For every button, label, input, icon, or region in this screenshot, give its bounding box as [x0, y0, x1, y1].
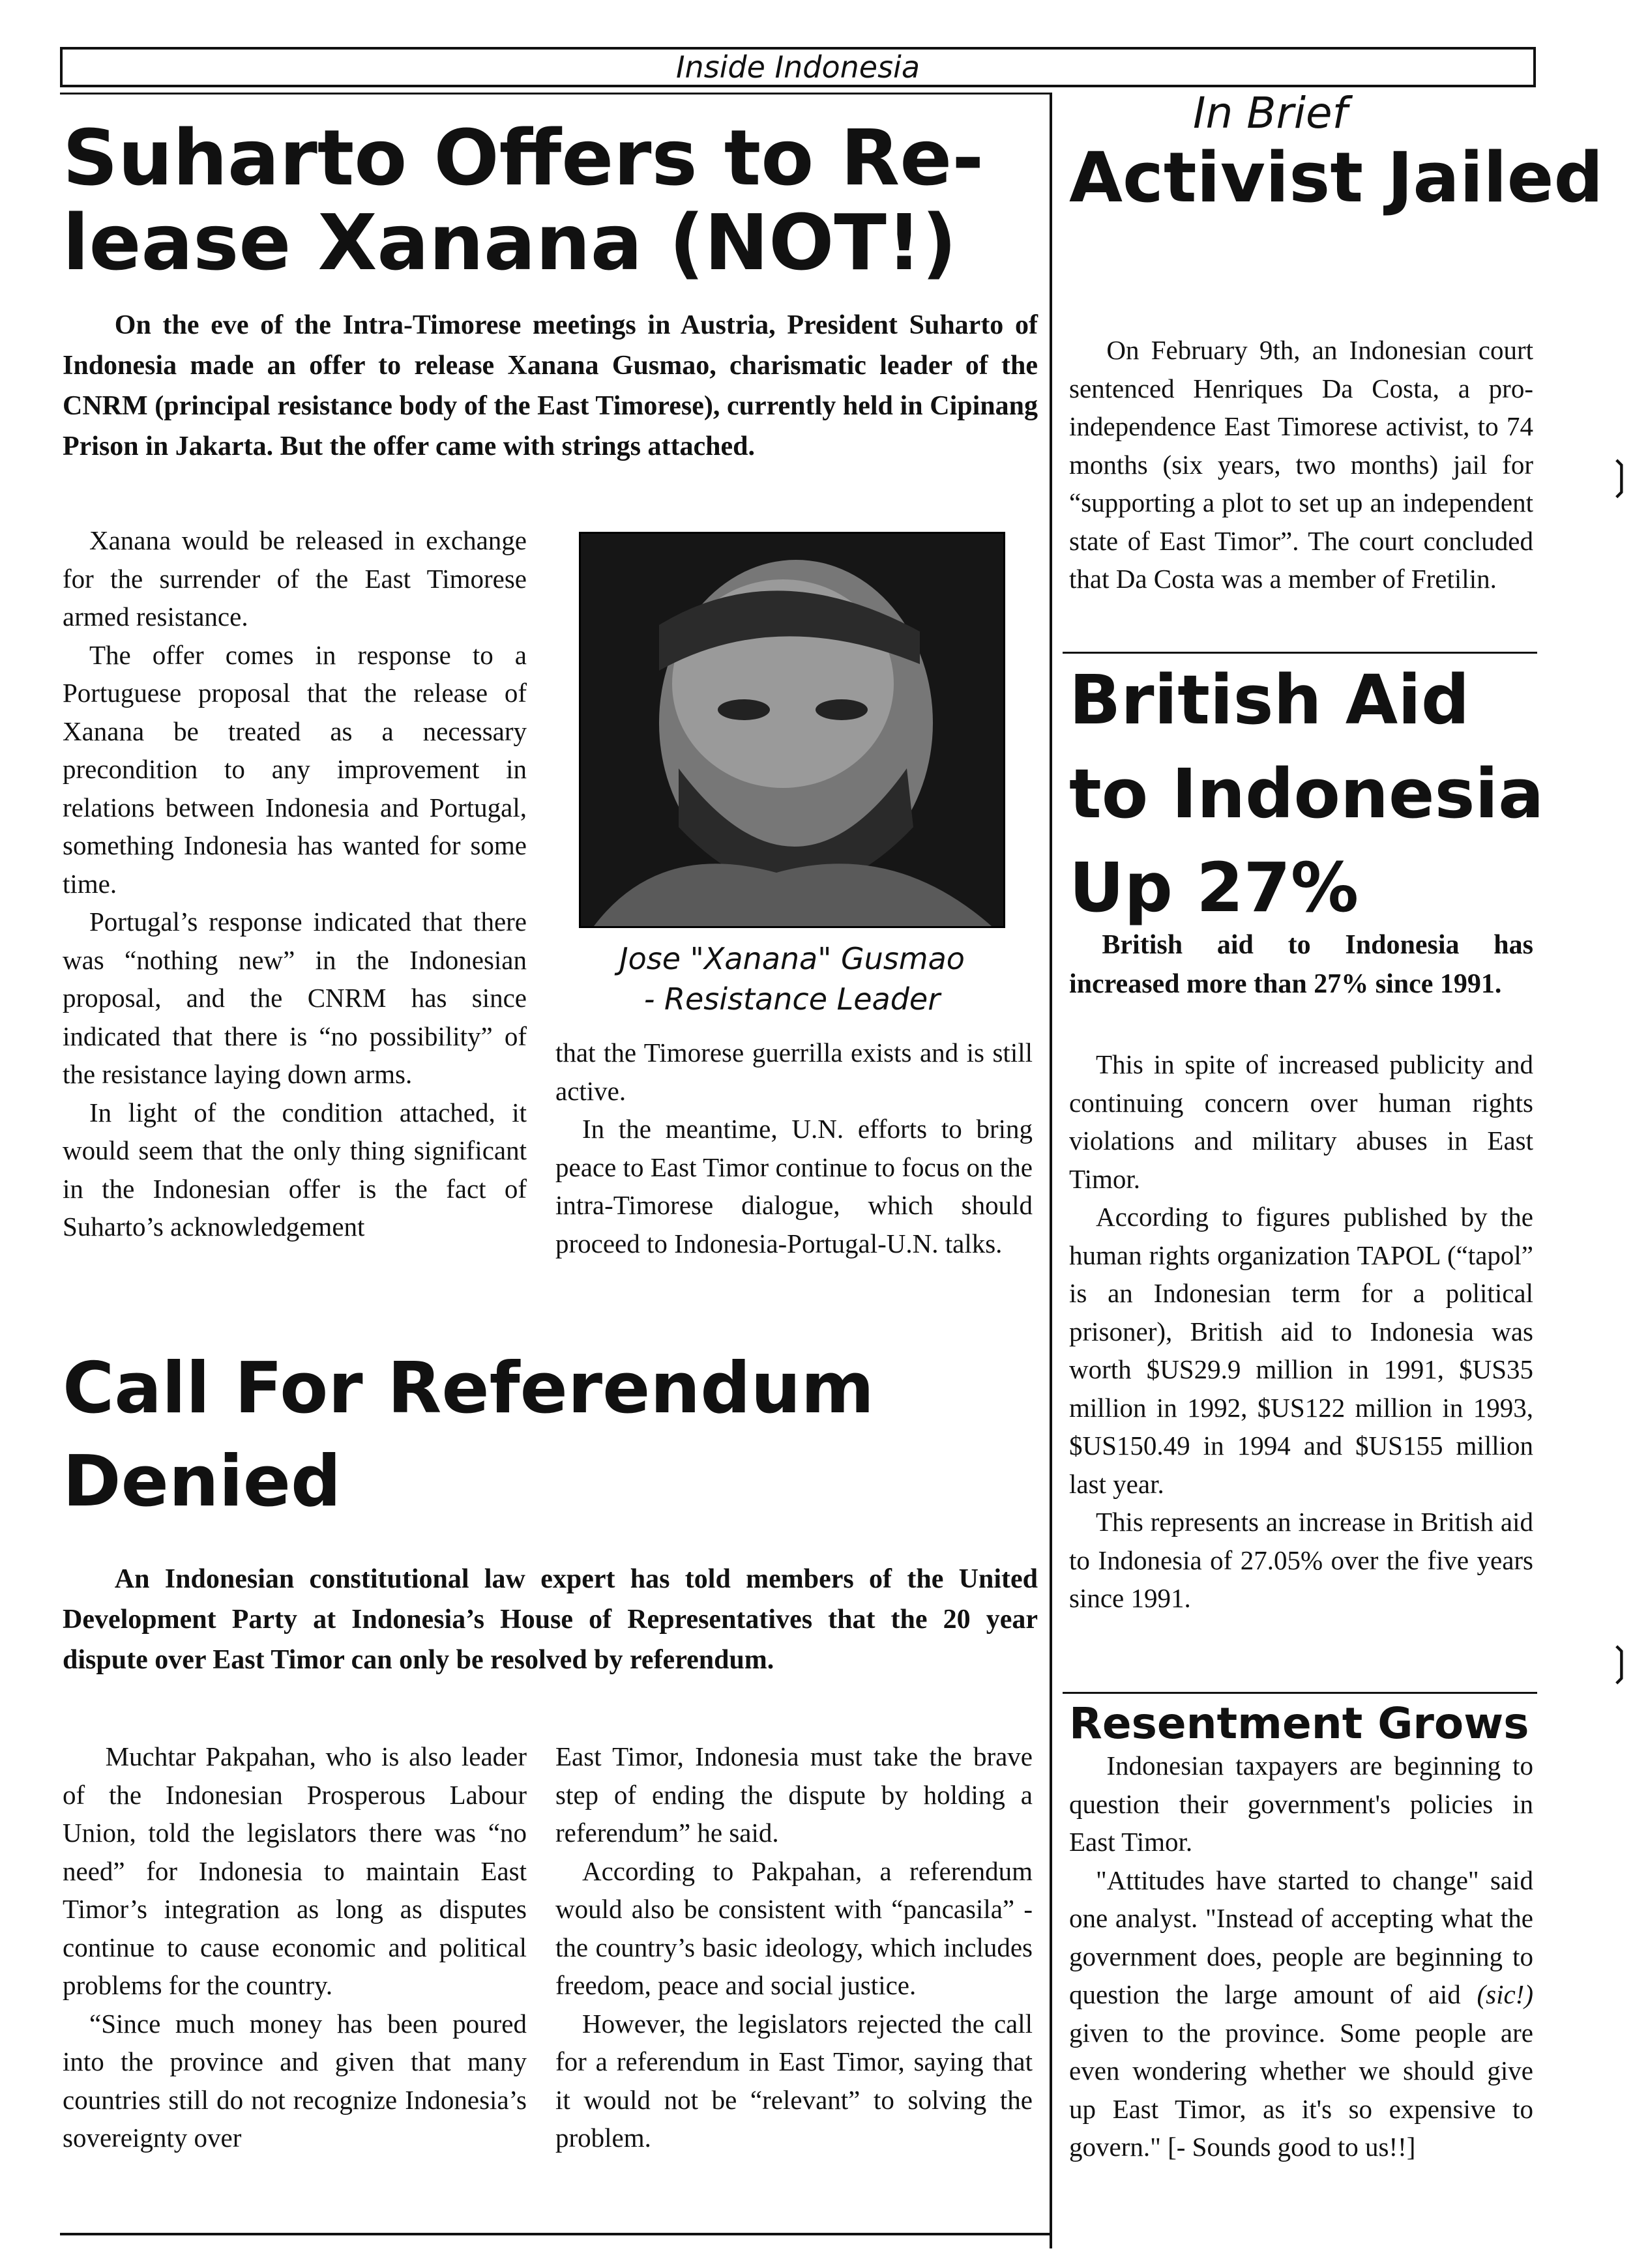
sic-note: (sic!) [1477, 1979, 1533, 2009]
quote-text: "Attitudes have started to change" said one analyst. "Instead of accepting what the government does, people are beginning to question the large amount of aid [1069, 1865, 1533, 2009]
main-column-left [63, 521, 527, 1246]
paragraph: Xanana would be released in exchange for the surrender of the East Timorese armed resistance. [63, 525, 527, 632]
paragraph: Portugal’s response indicated that there was “nothing new” in the Indonesian proposal, and the CNRM has since indicated that there is “no possibility” of the resistance laying down arms. [63, 907, 527, 1089]
section-title: Inside Indonesia [675, 50, 920, 85]
paragraph: According to figures published by the human rights organization TAPOL (“tapol” is an Indonesian term for a political prisoner), British aid to Indonesia was worth $US29.9 million in 1991, $US35 million in 1992, $US122 million in 1993, $US150.49 in 1994 and $US155 million last year. [1069, 1202, 1533, 1499]
quote-text: given to the province. Some people are even wondering whether we should give up East Timor, as it's so expensive to govern." [- Sounds good to us!!] [1069, 2017, 1533, 2162]
section-header-box [60, 47, 1536, 87]
paragraph: that the Timorese guerrilla exists and is still active. [555, 1038, 1033, 1106]
paragraph: This represents an increase in British aid to Indonesia of 27.05% over the five years since 1991. [1069, 1507, 1533, 1613]
resentment-headline: Resentment Grows [1069, 1698, 1529, 1749]
main-deck: On the eve of the Intra-Timorese meetings in Austria, President Suharto of Indonesia made an offer to release Xanana Gusmao, charismatic leader of the CNRM (principal resistance body of the East Timorese), currently held in Cipinang Prison in Jakarta. But the offer came with strings attached. [63, 310, 1038, 461]
in-brief-label: In Brief [1193, 88, 1347, 138]
paragraph [1069, 1861, 1533, 2166]
referendum-deck: An Indonesian constitutional law expert has told members of the United Development Party at Indonesia’s House of Representatives that the 20 year dispute over East Timor can only be resolved by referendum. [63, 1564, 1038, 1675]
caption-name: Jose "Xanana" Gusmao [619, 941, 965, 976]
resentment-body [1069, 1747, 1533, 2166]
aid-headline: British Aid to Indonesia Up 27% [1069, 660, 1544, 927]
main-column-right [555, 1034, 1033, 1262]
referendum-column-left [63, 1737, 527, 2157]
portrait-figure [581, 534, 1003, 926]
referendum-headline: Call For Referendum Denied [63, 1348, 875, 1522]
header-underline [60, 93, 1051, 94]
paragraph: Muchtar Pakpahan, who is also leader of the Indonesian Prosperous Labour Union, told the legislators there was “no need” for Indonesia to maintain East Timor’s integration as long as disputes continue to cause economic and political problems for the country. [63, 1741, 527, 2000]
caption-role: - Resistance Leader [643, 981, 941, 1017]
paragraph: According to Pakpahan, a referendum would also be consistent with “pancasila” - the country’s basic ideology, which includes freedom, peace and social justice. [555, 1855, 1033, 2000]
main-headline: Suharto Offers to Re-lease Xanana (NOT!) [63, 113, 984, 287]
margin-mark: ❳ [1604, 454, 1637, 497]
referendum-column-right [555, 1737, 1033, 2157]
brief-divider [1063, 1692, 1537, 1694]
paragraph: East Timor, Indonesia must take the brave step of ending the dispute by holding a referendum” he said. [555, 1741, 1033, 1848]
activist-headline: Activist Jailed [1069, 138, 1604, 218]
paragraph: On February 9th, an Indonesian court sentenced Henriques Da Costa, a pro-independence East Timorese activist, to 74 months (six years, two months) jail for “supporting a plot to set up an independent state of East Timor”. The court concluded that Da Costa was a member of Fretilin. [1069, 335, 1533, 594]
aid-body [1069, 1045, 1533, 1618]
margin-mark: ❳ [1604, 1640, 1637, 1683]
portrait-photo [579, 532, 1005, 928]
paragraph: In the meantime, U.N. efforts to bring peace to East Timor continue to focus on the intra-Timorese dialogue, which should proceed to Indonesia-Portugal-U.N. talks. [555, 1114, 1033, 1258]
activist-body [1069, 331, 1533, 598]
column-divider [1050, 93, 1052, 2248]
paragraph: The offer comes in response to a Portuguese proposal that the release of Xanana be treated as a necessary precondition to any improvement in relations between Indonesia and Portugal, something Indonesia has wanted for some time. [63, 639, 527, 899]
paragraph: “Since much money has been poured into the province and given that many countries still do not recognize Indonesia’s sovereignty over [63, 2008, 527, 2153]
aid-deck: British aid to Indonesia has increased more than 27% since 1991. [1069, 930, 1533, 999]
paragraph: However, the legislators rejected the call for a referendum in East Timor, saying that it would not be “relevant” to solving the problem. [555, 2008, 1033, 2153]
paragraph: This in spite of increased publicity and continuing concern over human rights violations and military abuses in East Timor. [1069, 1049, 1533, 1194]
bottom-rule [60, 2233, 1052, 2235]
paragraph: In light of the condition attached, it would seem that the only thing significant in the Indonesian offer is the fact of Suharto’s acknowledgement [63, 1097, 527, 1242]
paragraph: Indonesian taxpayers are beginning to question their government's policies in East Timor. [1069, 1751, 1533, 1857]
photo-caption [554, 938, 1030, 1019]
